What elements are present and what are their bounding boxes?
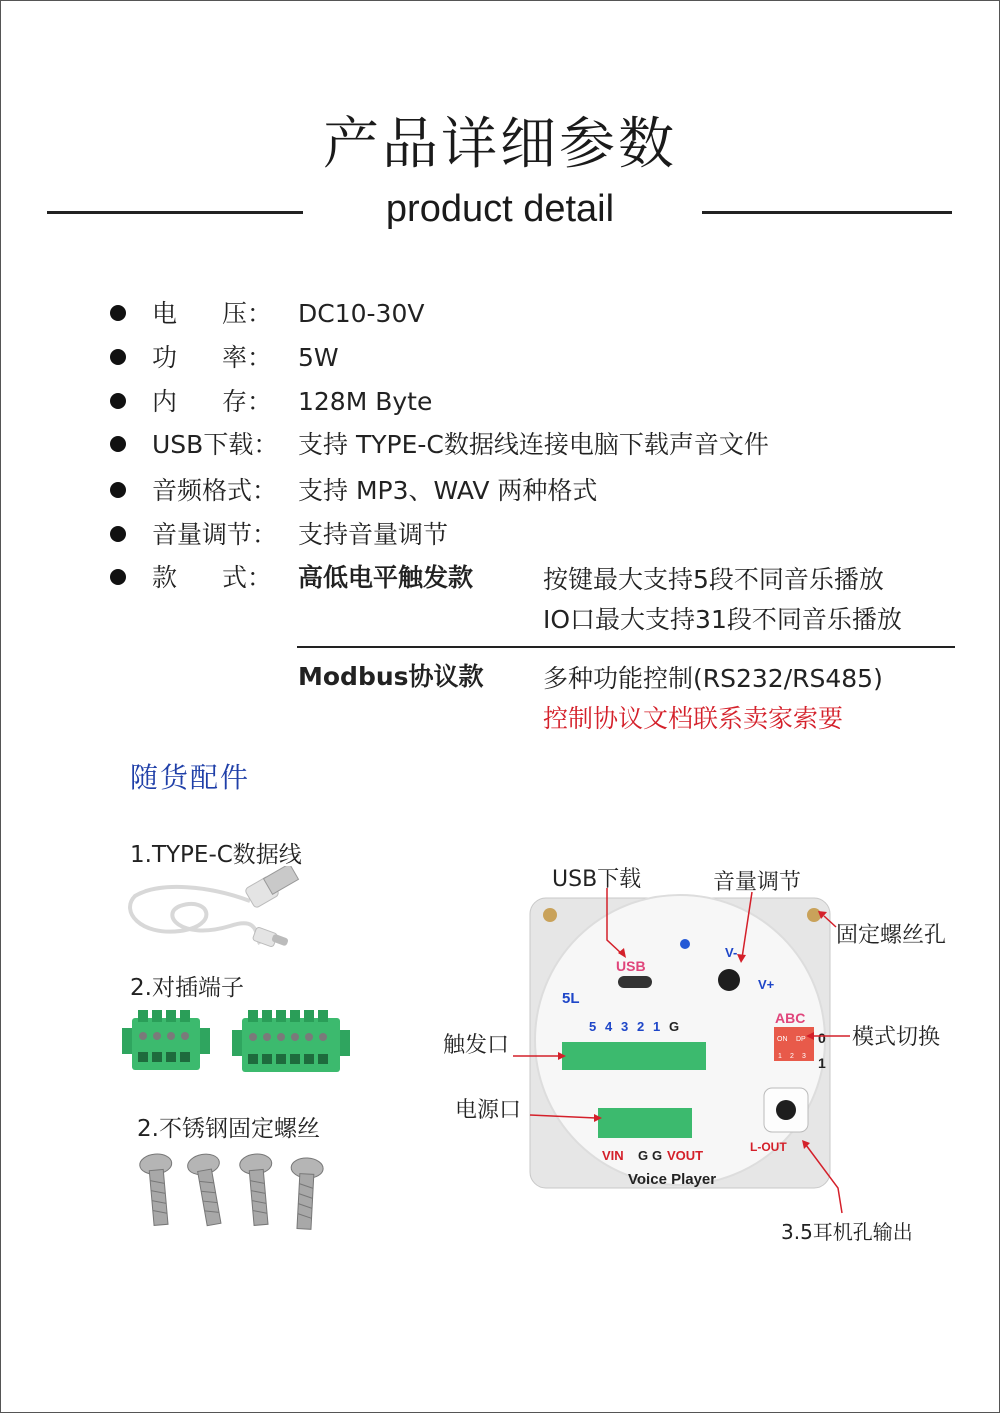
spec-value: DC10-30V [298, 299, 425, 328]
model-name-modbus: Modbus协议款 [298, 662, 484, 691]
svg-text:5: 5 [589, 1019, 597, 1034]
accessory-label-cable: 1.TYPE-C数据线 [130, 842, 302, 868]
board-brand-label: Voice Player [628, 1171, 717, 1188]
screw-icon [139, 1153, 177, 1227]
model-desc-line: 按键最大支持5段不同音乐播放 [543, 565, 884, 594]
trigger-terminal [562, 1042, 706, 1070]
board-usb-label: USB [616, 958, 646, 974]
svg-text:2: 2 [790, 1053, 794, 1060]
screw-icon [239, 1153, 277, 1227]
spec-label: 功 率： [152, 343, 272, 372]
model-name-level: 高低电平触发款 [298, 563, 474, 592]
svg-text:2: 2 [637, 1019, 645, 1034]
callout-usb: USB下载 [552, 867, 642, 892]
spec-label: 音频格式： [152, 476, 278, 505]
terminal-blocks-image [118, 1006, 358, 1082]
board-vplus-label: V+ [758, 977, 775, 992]
callout-trigger-port: 触发口 [443, 1033, 510, 1058]
svg-text:3: 3 [621, 1019, 629, 1034]
svg-text:DP: DP [796, 1036, 806, 1043]
svg-text:ON: ON [777, 1036, 788, 1043]
spec-value: 支持音量调节 [298, 520, 449, 549]
bullet-icon [110, 569, 126, 585]
screw-hole-icon [543, 908, 557, 922]
spec-value: 128M Byte [298, 387, 433, 416]
svg-text:G: G [638, 1148, 649, 1163]
screw-hole-icon [807, 908, 821, 922]
spec-label: USB下载： [152, 430, 279, 459]
svg-text:1: 1 [778, 1053, 782, 1060]
svg-text:G: G [652, 1148, 663, 1163]
power-pin-labels [602, 1148, 703, 1163]
model-desc-line: IO口最大支持31段不同音乐播放 [543, 605, 902, 634]
spec-value: 支持 TYPE-C数据线连接电脑下载声音文件 [298, 430, 769, 459]
title-rule-right [702, 211, 952, 214]
spec-value: 5W [298, 343, 339, 372]
svg-text:4: 4 [605, 1019, 613, 1034]
bullet-icon [110, 305, 126, 321]
spec-label: 音量调节： [152, 520, 278, 549]
accessory-label-terminal: 2.对插端子 [130, 975, 244, 1001]
divider [297, 646, 955, 648]
page-title: 产品详细参数 [323, 112, 677, 177]
terminal-block-6pin [232, 1010, 350, 1072]
svg-text:1: 1 [818, 1055, 826, 1071]
accessories-title: 随货配件 [130, 761, 251, 794]
bullet-icon [110, 436, 126, 452]
usb-cable-image [120, 866, 310, 956]
terminal-block-4pin [122, 1010, 210, 1070]
board-model-label: 5L [562, 990, 580, 1007]
svg-text:G: G [669, 1019, 680, 1034]
spec-label: 电 压： [152, 299, 272, 328]
bullet-icon [110, 526, 126, 542]
bullet-icon [110, 349, 126, 365]
board-abc-label: ABC [775, 1010, 806, 1026]
page-subtitle: product detail [385, 188, 615, 230]
callout-screw-hole: 固定螺丝孔 [836, 923, 947, 948]
board-lout-label: L-OUT [750, 1140, 787, 1154]
svg-text:VIN: VIN [602, 1148, 624, 1163]
model-desc-note: 控制协议文档联系卖家索要 [543, 704, 844, 733]
screw-icon [186, 1152, 230, 1227]
spec-label: 内 存： [152, 387, 272, 416]
usb-port [618, 976, 652, 988]
voice-player-device [520, 890, 840, 1200]
callout-volume: 音量调节 [713, 870, 802, 895]
power-terminal [598, 1108, 692, 1138]
bullet-icon [110, 393, 126, 409]
accessory-label-screws: 2.不锈钢固定螺丝 [137, 1116, 320, 1142]
callout-power-port: 电源口 [455, 1098, 522, 1123]
spec-value: 支持 MP3、WAV 两种格式 [298, 476, 598, 505]
svg-text:VOUT: VOUT [667, 1148, 704, 1163]
svg-text:3: 3 [802, 1053, 806, 1060]
bullet-icon [110, 482, 126, 498]
model-desc-line: 多种功能控制(RS232/RS485) [543, 664, 883, 693]
callout-audio-out: 3.5耳机孔输出 [781, 1220, 913, 1244]
svg-text:1: 1 [653, 1019, 661, 1034]
volume-knob [718, 969, 740, 991]
screws-image [128, 1150, 338, 1240]
spec-label: 款 式： [152, 563, 272, 592]
board-vminus-label: V- [725, 945, 738, 960]
svg-text:0: 0 [818, 1030, 826, 1046]
led-icon [680, 939, 690, 949]
callout-mode-switch: 模式切换 [852, 1025, 941, 1050]
screw-icon [288, 1157, 324, 1230]
